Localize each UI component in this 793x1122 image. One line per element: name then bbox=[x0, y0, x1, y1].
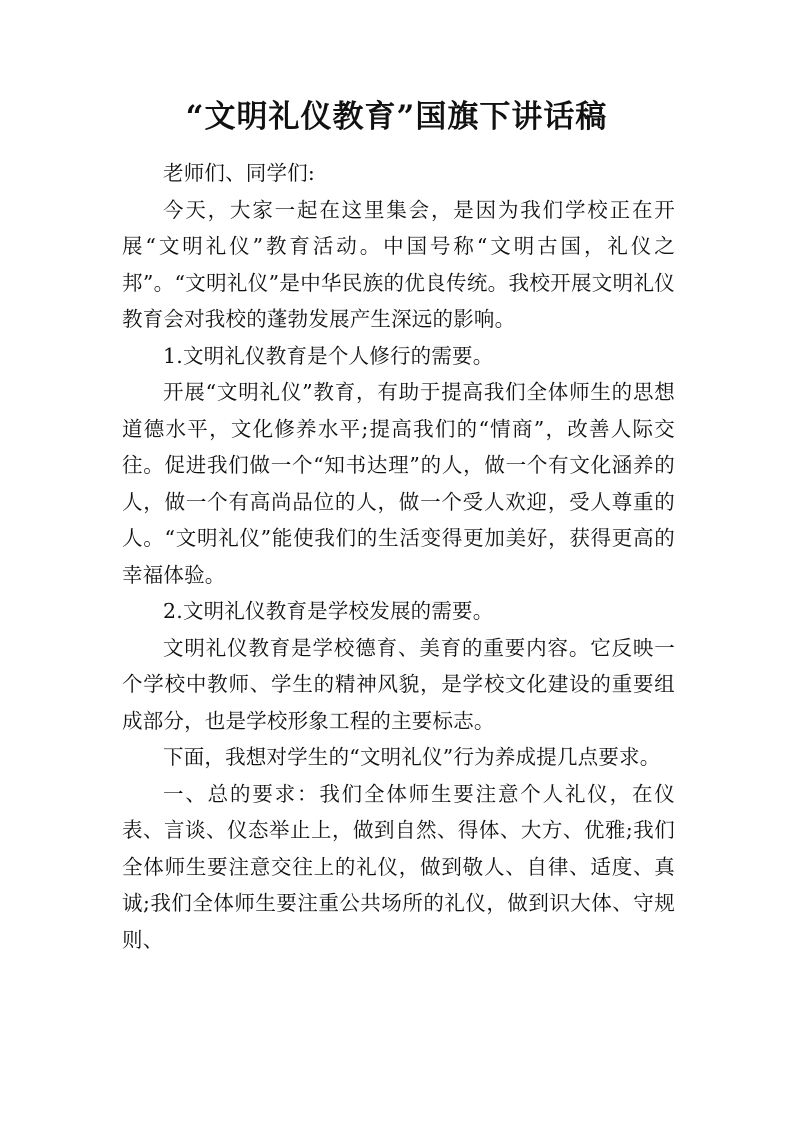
greeting-paragraph: 老师们、同学们: bbox=[163, 161, 316, 185]
general-requirements-paragraph: 一、总的要求：我们全体师生要注意个人礼仪，在仪表、言谈、仪态举止上，做到自然、得体、大方、优雅;我们全体师生要注意交往上的礼仪，做到敬人、自律、适度、真诚;我们全体师生要注重公共场所的礼仪，做到识大体、守规则、 bbox=[122, 781, 675, 952]
document-title: “文明礼仪教育”国旗下讲话稿 bbox=[185, 99, 608, 135]
requirements-intro-paragraph: 下面，我想对学生的“文明礼仪”行为养成提几点要求。 bbox=[163, 745, 661, 769]
section-heading-2: 2.文明礼仪教育是学校发展的需要。 bbox=[163, 599, 494, 623]
document-body bbox=[122, 155, 675, 958]
section-2-paragraph: 文明礼仪教育是学校德育、美育的重要内容。它反映一个学校中教师、学生的精神风貌，是学校文化建设的重要组成部分，也是学校形象工程的主要标志。 bbox=[122, 635, 675, 733]
intro-paragraph: 今天，大家一起在这里集会，是因为我们学校正在开展“文明礼仪”教育活动。中国号称“文明古国，礼仪之邦”。“文明礼仪”是中华民族的优良传统。我校开展文明礼仪教育会对我校的蓬勃发展产生深远的影响。 bbox=[122, 197, 675, 331]
section-1-paragraph: 开展“文明礼仪”教育，有助于提高我们全体师生的思想道德水平，文化修养水平;提高我们的“情商”，改善人际交往。促进我们做一个“知书达理”的人，做一个有文化涵养的人，做一个有高尚品位的人，做一个受人欢迎，受人尊重的人。“文明礼仪”能使我们的生活变得更加美好，获得更高的幸福体验。 bbox=[122, 380, 675, 587]
section-heading-1: 1.文明礼仪教育是个人修行的需要。 bbox=[163, 343, 494, 368]
